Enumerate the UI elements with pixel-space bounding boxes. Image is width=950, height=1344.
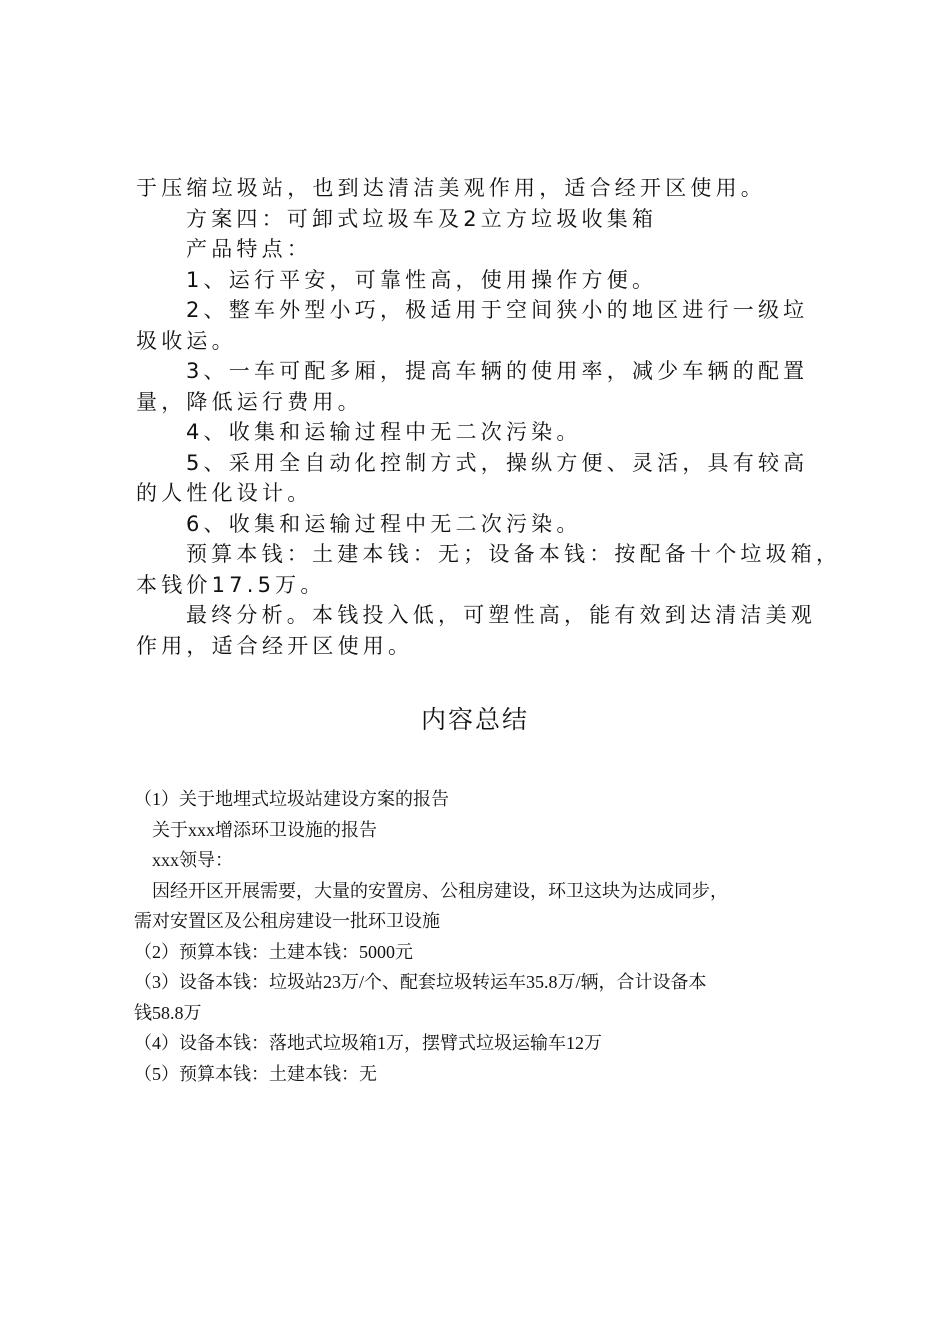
summary-line: 因经开区开展需要，大量的安置房、公租房建设，环卫这块为达成同步， bbox=[152, 880, 728, 901]
paragraph-line: 最终分析。本钱投入低，可塑性高，能有效到达清洁美观 bbox=[186, 603, 816, 627]
list-item: 6、收集和运输过程中无二次污染。 bbox=[186, 511, 582, 536]
list-item: 5、采用全自动化控制方式，操纵方便、灵活，具有较高 bbox=[186, 450, 809, 475]
list-item-continuation: 量，降低运行费用。 bbox=[136, 389, 363, 414]
summary-line: （2）预算本钱：土建本钱：5000元 bbox=[134, 941, 413, 962]
summary-line: 关于xxx增添环卫设施的报告 bbox=[152, 819, 377, 840]
list-item: 4、收集和运输过程中无二次污染。 bbox=[186, 420, 582, 444]
paragraph-line: 产品特点： bbox=[186, 237, 312, 261]
paragraph-line: 作用，适合经开区使用。 bbox=[136, 633, 414, 658]
list-item-continuation: 圾收运。 bbox=[136, 328, 237, 353]
summary-line: xxx领导： bbox=[152, 850, 233, 870]
summary-title: 内容总结 bbox=[420, 705, 529, 734]
summary-line: （1）关于地埋式垃圾站建设方案的报告 bbox=[134, 789, 449, 809]
list-item: 3、一车可配多厢，提高车辆的使用率，减少车辆的配置 bbox=[186, 359, 809, 383]
summary-section bbox=[134, 784, 834, 1089]
list-item: 1、运行平安，可靠性高，使用操作方便。 bbox=[186, 267, 658, 292]
list-item: 2、整车外型小巧，极适用于空间狭小的地区进行一级垃 bbox=[186, 298, 809, 322]
summary-line: （4）设备本钱：落地式垃圾箱1万，摆臂式垃圾运输车12万 bbox=[134, 1033, 602, 1053]
summary-line: （3）设备本钱：垃圾站23万/个、配套垃圾转运车35.8万/辆，合计设备本 bbox=[134, 972, 707, 992]
paragraph-line: 方案四：可卸式垃圾车及2立方垃圾收集箱 bbox=[186, 206, 658, 231]
body-text bbox=[136, 173, 842, 661]
paragraph-line: 本钱价17.5万。 bbox=[136, 572, 326, 597]
summary-line: （5）预算本钱：土建本钱：无 bbox=[134, 1063, 377, 1084]
list-item-continuation: 的人性化设计。 bbox=[136, 481, 313, 505]
paragraph-line: 预算本钱：土建本钱：无；设备本钱：按配备十个垃圾箱， bbox=[186, 542, 842, 566]
paragraph-line: 于压缩垃圾站，也到达清洁美观作用，适合经开区使用。 bbox=[136, 176, 766, 200]
summary-line: 钱58.8万 bbox=[134, 1002, 202, 1023]
summary-line: 需对安置区及公租房建设一批环卫设施 bbox=[134, 911, 440, 931]
